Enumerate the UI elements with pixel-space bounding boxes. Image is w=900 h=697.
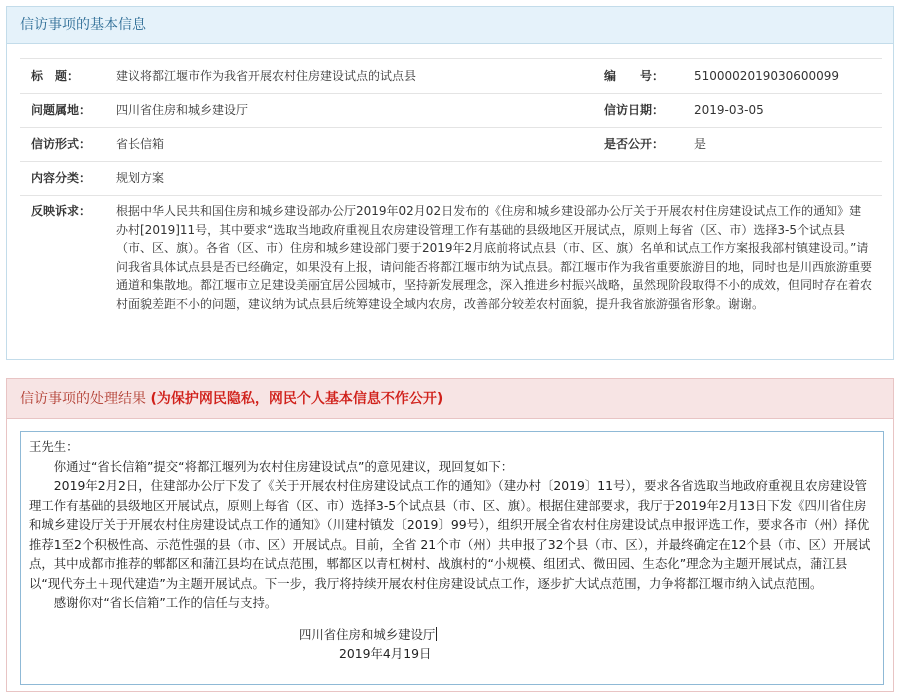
basic-info-table: [20, 58, 882, 313]
title-value: 建议将都江堰市作为我省开展农村住房建设试点的试点县: [110, 59, 592, 94]
reply-paragraph-2: 2019年2月2日，住建部办公厅下发了《关于开展农村住房建设试点工作的通知》（建办村〔2019〕11号），要求各省选取当地政府重视且农房建设管理工作有基础的县级地区开展试点，原则上每省（区、市）选择3-5个试点县（市、区、旗）。根据住建部要求，我厅于2019年2月13日下发《四川省住房和城乡建设厅关于开展农村住房建设试点工作的通知》（川建村镇发〔2019〕99号），组织开展全省农村住房建设试点申报评选工作，要求各市（州）择优推荐1至2个积极性高、示范性强的县（市、区）开展试点。目前，全省 21个市（州）共申报了32个县（市、区），并最终确定在12个县（市、区）开展试点，其中成都市推荐的郫都区和蒲江县均在试点范围，郫都区以青杠树村、战旗村的“小规模、组团式、微田园、生态化”理念为主题开展试点，蒲江县以“现代夯土＋现代建造”为主题开展试点。下一步，我厅将持续开展农村住房建设试点工作，逐步扩大试点范围，力争将都江堰市纳入试点范围。: [29, 478, 871, 591]
public-label: 是否公开：: [592, 128, 692, 162]
appeal-value: 根据中华人民共和国住房和城乡建设部办公厅2019年02月02日发布的《住房和城乡建设部办公厅关于开展农村住房建设试点工作的通知》建办村[2019]11号，其中要求“选取当地政府重视且农房建设管理工作有基础的县级地区开展试点，原则上每省（区、市）选择3-5个试点县（市、区、旗）。各省（区、市）住房和城乡建设部门要于2019年2月底前将试点县（市、区、旗）名单和试点工作方案报我部村镇建设司。”请问我省具体试点县是否已经确定，如果没有上报，请问能否将都江堰市纳为试点县。都江堰市作为我省重要旅游目的地，同时也是川西旅游重要通道和集散地。都江堰市立足建设美丽宜居公园城市，坚持新发展理念，深入推进乡村振兴战略，虽然现阶段取得不小的成效，但同时存在着农村面貌差距不小的问题，建议纳为试点县后统筹建设全域内农房，改善部分较差农村面貌，提升我省旅游强省形象。谢谢。: [110, 196, 882, 314]
reply-textarea[interactable]: [20, 431, 884, 685]
table-row: [20, 59, 882, 94]
title-label: 标 题：: [20, 59, 110, 94]
privacy-note: (为保护网民隐私，网民个人基本信息不作公开): [150, 391, 444, 407]
appeal-label: 反映诉求：: [20, 196, 110, 314]
number-label: 编 号：: [592, 59, 692, 94]
category-value: 规划方案: [110, 162, 882, 196]
date-label: 信访日期：: [592, 94, 692, 128]
reply-signature-line: [299, 625, 875, 645]
number-value: 510000201903060009​9: [692, 59, 882, 94]
table-row: [20, 196, 882, 314]
public-value: 是: [692, 128, 882, 162]
category-label: 内容分类：: [20, 162, 110, 196]
result-title: 信访事项的处理结果: [20, 391, 146, 407]
reply-greeting: 王先生：: [29, 439, 79, 454]
text-cursor: [436, 627, 437, 641]
reply-paragraph-3: 感谢你对“省长信箱”工作的信任与支持。: [53, 595, 278, 610]
belongs-label: 问题属地：: [20, 94, 110, 128]
result-panel: [6, 378, 894, 692]
form-label: 信访形式：: [20, 128, 110, 162]
form-value: 省长信箱: [110, 128, 592, 162]
result-header: [7, 379, 893, 419]
table-row: [20, 94, 882, 128]
basic-info-panel: [6, 6, 894, 360]
date-value: 2019-03-05: [692, 94, 882, 128]
reply-signature: 四川省住房和城乡建设厅: [299, 626, 436, 642]
belongs-value: 四川省住房和城乡建设厅: [110, 94, 592, 128]
reply-paragraph-1: 你通过“省长信箱”提交“将都江堰列为农村住房建设试点”的意见建议，现回复如下：: [53, 458, 514, 474]
basic-info-header: 信访事项的基本信息: [7, 7, 893, 44]
table-row: [20, 128, 882, 162]
table-row: [20, 162, 882, 196]
reply-date: 2019年4月19日: [339, 646, 432, 661]
